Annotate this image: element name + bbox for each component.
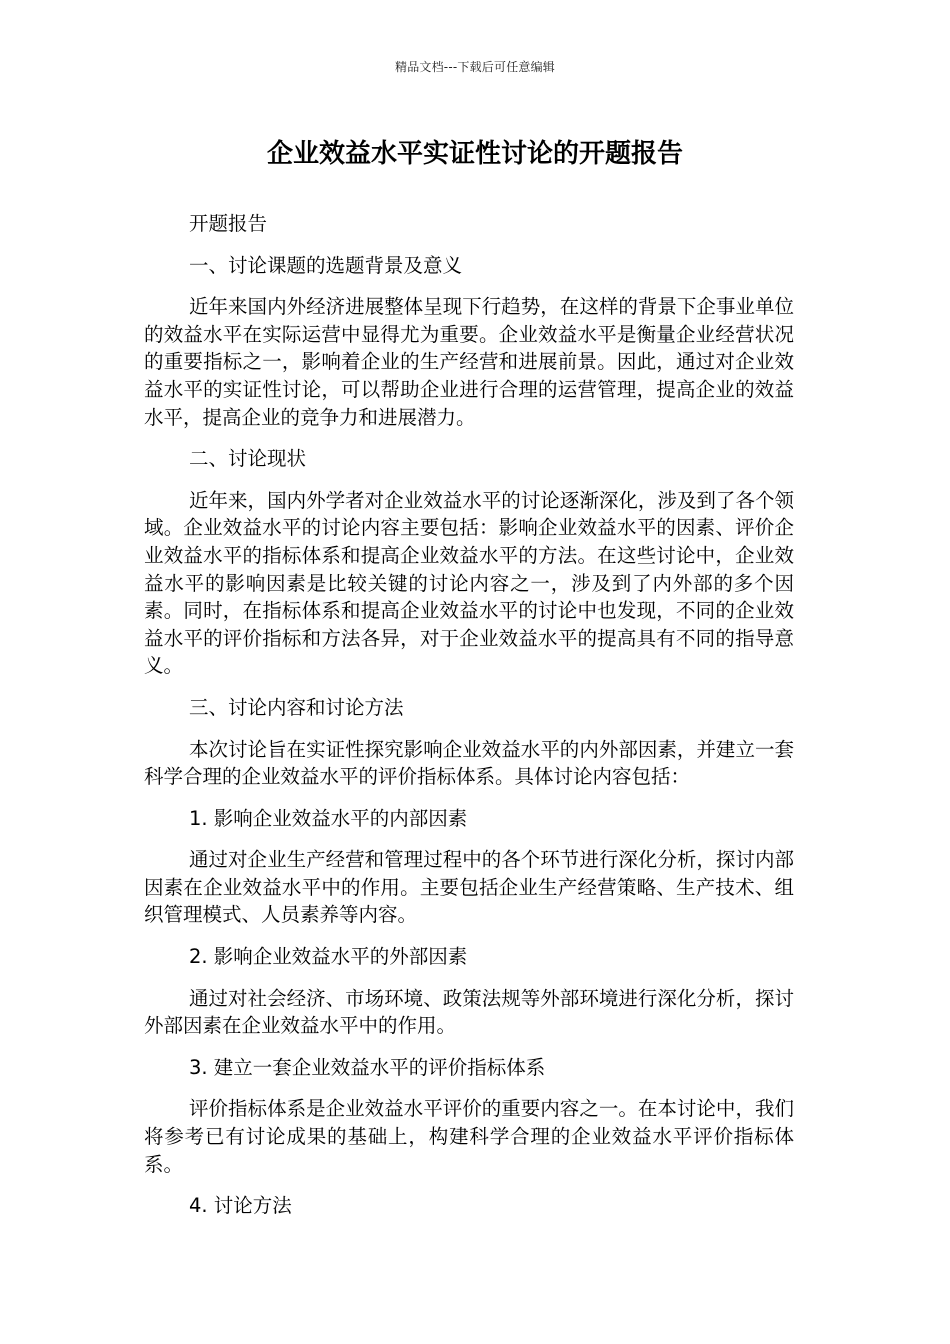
paragraph-heading-report: 开题报告 — [189, 212, 268, 235]
paragraph-background: 近年来国内外经济进展整体呈现下行趋势，在这样的背景下企事业单位的效益水平在实际运营中显得尤为重要。企业效益水平是衡量企业经营状况的重要指标之一，影响着企业的生产经营和进展前景。因此，通过对企业效益水平的实证性讨论，可以帮助企业进行合理的运营管理，提高企业的效益水平，提高企业的竞争力和进展潜力。 — [144, 295, 794, 429]
paragraph-internal-factors: 通过对企业生产经营和管理过程中的各个环节进行深化分析，探讨内部因素在企业效益水平中的作用。主要包括企业生产经营策略、生产技术、组织管理模式、人员素养等内容。 — [144, 848, 794, 927]
paragraph-content-intro: 本次讨论旨在实证性探究影响企业效益水平的内外部因素，并建立一套科学合理的企业效益水平的评价指标体系。具体讨论内容包括： — [144, 737, 794, 789]
item-heading-methods: 4. 讨论方法 — [189, 1194, 292, 1218]
paragraph-status: 近年来，国内外学者对企业效益水平的讨论逐渐深化，涉及到了各个领域。企业效益水平的讨论内容主要包括：影响企业效益水平的因素、评价企业效益水平的指标体系和提高企业效益水平的方法。在这些讨论中，企业效益水平的影响因素是比较关键的讨论内容之一，涉及到了内外部的多个因素。同时，在指标体系和提高企业效益水平的讨论中也发现，不同的企业效益水平的评价指标和方法各异，对于企业效益水平的提高具有不同的指导意义。 — [144, 488, 794, 678]
header-note: 精品文档---下载后可任意编辑 — [395, 60, 555, 74]
section-heading-status: 二、讨论现状 — [189, 447, 307, 471]
item-heading-indicator-system: 3. 建立一套企业效益水平的评价指标体系 — [189, 1055, 546, 1079]
document-body — [144, 210, 794, 1234]
item-heading-internal-factors: 1. 影响企业效益水平的内部因素 — [189, 806, 468, 830]
paragraph-indicator-system: 评价指标体系是企业效益水平评价的重要内容之一。在本讨论中，我们将参考已有讨论成果的基础上，构建科学合理的企业效益水平评价指标体系。 — [144, 1097, 794, 1176]
item-heading-external-factors: 2. 影响企业效益水平的外部因素 — [189, 945, 468, 969]
section-heading-content-method: 三、讨论内容和讨论方法 — [189, 695, 404, 719]
section-heading-background: 一、讨论课题的选题背景及意义 — [189, 253, 463, 277]
paragraph-external-factors: 通过对社会经济、市场环境、政策法规等外部环境进行深化分析，探讨外部因素在企业效益水平中的作用。 — [144, 986, 794, 1038]
document-title: 企业效益水平实证性讨论的开题报告 — [266, 139, 683, 169]
